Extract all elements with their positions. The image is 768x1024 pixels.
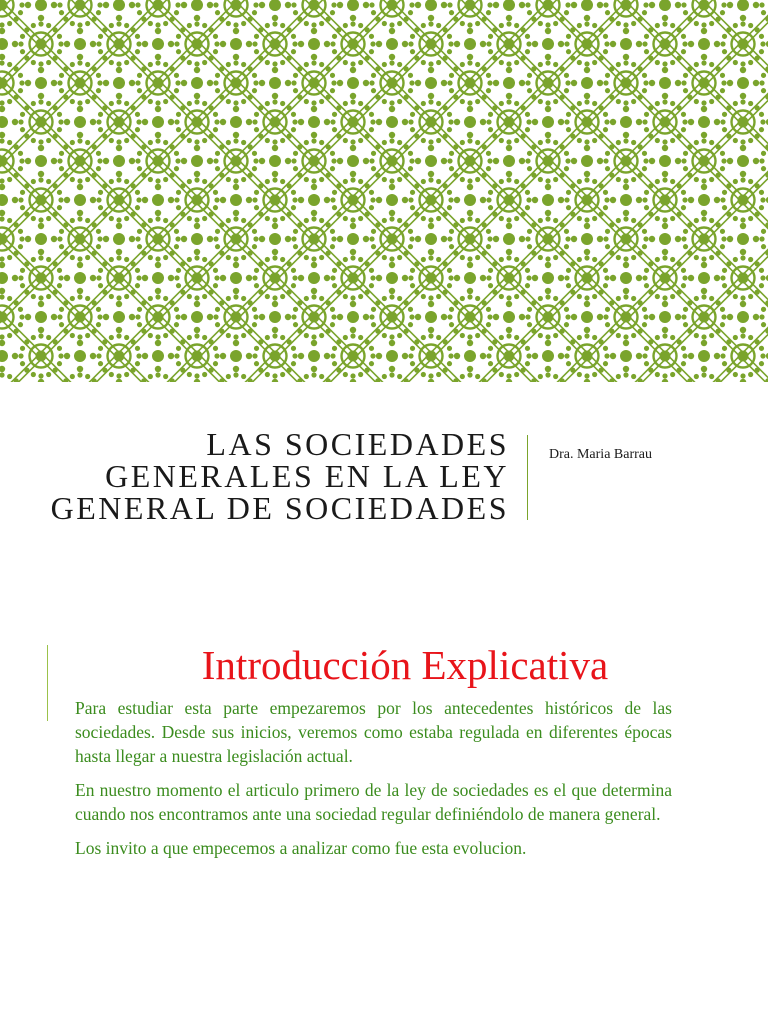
pattern-rosette (681, 294, 726, 339)
pattern-dot-cluster (649, 0, 681, 21)
pattern-dot-cluster (493, 67, 525, 99)
pattern-rosette (720, 99, 765, 144)
pattern-rosette (18, 177, 63, 222)
pattern-rosette (96, 177, 141, 222)
pattern-rosette (408, 333, 453, 378)
pattern-dot-cluster (532, 262, 564, 294)
pattern-dot-cluster (610, 262, 642, 294)
pattern-dot-cluster (259, 301, 291, 333)
pattern-dot-cluster (727, 0, 759, 21)
pattern-dot-cluster (532, 106, 564, 138)
pattern-rosette (57, 138, 102, 183)
pattern-dot-cluster (337, 145, 369, 177)
pattern-rosette (564, 177, 609, 222)
pattern-dot-cluster (0, 28, 18, 60)
pattern-dot-cluster (220, 184, 252, 216)
pattern-dot-cluster (376, 106, 408, 138)
pattern-rosette (174, 333, 219, 378)
pattern-dot-cluster (259, 0, 291, 21)
pattern-rosette (486, 255, 531, 300)
pattern-dot-cluster (64, 28, 96, 60)
pattern-rosette (291, 294, 336, 339)
intro-body (75, 696, 672, 870)
pattern-dot-cluster (532, 28, 564, 60)
pattern-dot-cluster (571, 301, 603, 333)
pattern-rosette (486, 333, 531, 378)
pattern-rosette (681, 216, 726, 261)
pattern-dot-cluster (103, 223, 135, 255)
pattern-rosette (681, 60, 726, 105)
pattern-rosette (252, 255, 297, 300)
pattern-rosette (252, 99, 297, 144)
pattern-rosette (18, 99, 63, 144)
pattern-rosette (135, 60, 180, 105)
pattern-dot-cluster (103, 67, 135, 99)
pattern-rosette (213, 294, 258, 339)
pattern-dot-cluster (259, 145, 291, 177)
pattern-dot-cluster (298, 184, 330, 216)
pattern-rosette (96, 99, 141, 144)
pattern-dot-cluster (298, 28, 330, 60)
pattern-rosette (681, 372, 726, 382)
pattern-dot-cluster (415, 301, 447, 333)
intro-paragraph-1: Para estudiar esta parte empezaremos por los antecedentes históricos de las sociedades. Desde sus inicios, veremos como estaba regulada en diferentes épocas hasta llegar a nuestra legislación actual. (75, 698, 672, 766)
pattern-rosette (57, 216, 102, 261)
pattern-rosette (525, 216, 570, 261)
pattern-dot-cluster (688, 106, 720, 138)
pattern-rosette (135, 216, 180, 261)
pattern-dot-cluster (181, 223, 213, 255)
pattern-dot-cluster (493, 301, 525, 333)
pattern-rosette (291, 372, 336, 382)
pattern-rosette (291, 138, 336, 183)
pattern-dot-cluster (25, 145, 57, 177)
pattern-rosette (330, 99, 375, 144)
pattern-rosette (564, 99, 609, 144)
presentation-title (29, 428, 509, 524)
pattern-rosette (603, 372, 648, 382)
pattern-dot-cluster (454, 262, 486, 294)
pattern-rosette (369, 294, 414, 339)
pattern-dot-cluster (649, 301, 681, 333)
intro-paragraph-3: Los invito a que empecemos a analizar como fue esta evolucion. (75, 838, 527, 858)
pattern-dot-cluster (259, 67, 291, 99)
pattern-dot-cluster (142, 28, 174, 60)
pattern-rosette (603, 294, 648, 339)
pattern-dot-cluster (142, 262, 174, 294)
pattern-rosette (330, 177, 375, 222)
pattern-rosette (603, 216, 648, 261)
pattern-rosette (603, 60, 648, 105)
pattern-dot-cluster (181, 145, 213, 177)
pattern-rosette (720, 177, 765, 222)
pattern-rosette (330, 255, 375, 300)
pattern-rosette (213, 372, 258, 382)
pattern-rosette (681, 138, 726, 183)
title-divider-line (527, 435, 528, 520)
pattern-rosette (642, 99, 687, 144)
pattern-dot-cluster (142, 184, 174, 216)
pattern-dot-cluster (610, 28, 642, 60)
pattern-rosette (447, 294, 492, 339)
pattern-dot-cluster (571, 223, 603, 255)
pattern-dot-cluster (493, 223, 525, 255)
pattern-rosette (0, 0, 25, 28)
pattern-dot-cluster (337, 67, 369, 99)
pattern-rosette (174, 177, 219, 222)
pattern-dot-cluster (688, 184, 720, 216)
pattern-rosette (525, 60, 570, 105)
pattern-rosette (96, 21, 141, 66)
geometric-dot-pattern (0, 0, 768, 382)
pattern-dot-cluster (415, 223, 447, 255)
pattern-rosette (291, 216, 336, 261)
pattern-rosette (18, 333, 63, 378)
pattern-dot-cluster (376, 184, 408, 216)
pattern-dot-cluster (532, 340, 564, 372)
pattern-rosette (96, 255, 141, 300)
pattern-dot-cluster (727, 145, 759, 177)
pattern-rosette (564, 21, 609, 66)
pattern-dot-cluster (649, 145, 681, 177)
pattern-rosette (174, 21, 219, 66)
pattern-rosette (720, 333, 765, 378)
pattern-dot-cluster (610, 340, 642, 372)
pattern-rosette (330, 21, 375, 66)
pattern-dot-cluster (220, 262, 252, 294)
pattern-dot-cluster (571, 0, 603, 21)
pattern-rosette (564, 333, 609, 378)
pattern-rosette (369, 216, 414, 261)
pattern-rosette (408, 99, 453, 144)
title-line-3: GENERAL DE SOCIEDADES (50, 490, 509, 526)
pattern-rosette (57, 372, 102, 382)
pattern-dot-cluster (688, 340, 720, 372)
pattern-dot-cluster (376, 262, 408, 294)
pattern-rosette (408, 177, 453, 222)
pattern-dot-cluster (376, 28, 408, 60)
pattern-dot-cluster (298, 340, 330, 372)
pattern-dot-cluster (142, 340, 174, 372)
pattern-dot-cluster (181, 301, 213, 333)
pattern-rosette (447, 216, 492, 261)
pattern-dot-cluster (298, 262, 330, 294)
intro-slide (0, 558, 768, 1024)
pattern-rosette (369, 372, 414, 382)
pattern-rosette (447, 138, 492, 183)
pattern-rosette (447, 372, 492, 382)
pattern-dot-cluster (181, 0, 213, 21)
pattern-rosette (486, 177, 531, 222)
pattern-rosette (174, 255, 219, 300)
pattern-rosette (408, 255, 453, 300)
pattern-rosette (252, 333, 297, 378)
pattern-dot-cluster (727, 301, 759, 333)
pattern-dot-cluster (454, 340, 486, 372)
pattern-dot-cluster (571, 145, 603, 177)
decorative-pattern-banner (0, 0, 768, 382)
pattern-dot-cluster (571, 67, 603, 99)
pattern-rosette (642, 333, 687, 378)
pattern-dot-cluster (64, 106, 96, 138)
pattern-dot-cluster (25, 223, 57, 255)
pattern-rosette (96, 333, 141, 378)
pattern-dot-cluster (727, 67, 759, 99)
pattern-dot-cluster (103, 145, 135, 177)
pattern-rosette (525, 372, 570, 382)
pattern-dot-cluster (727, 223, 759, 255)
pattern-dot-cluster (454, 28, 486, 60)
pattern-dot-cluster (337, 301, 369, 333)
pattern-dot-cluster (64, 184, 96, 216)
pattern-rosette (330, 333, 375, 378)
pattern-rosette (525, 138, 570, 183)
pattern-rosette (720, 21, 765, 66)
pattern-rosette (642, 21, 687, 66)
pattern-dot-cluster (415, 67, 447, 99)
pattern-dot-cluster (454, 184, 486, 216)
pattern-dot-cluster (25, 0, 57, 21)
pattern-dot-cluster (142, 106, 174, 138)
pattern-dot-cluster (610, 184, 642, 216)
pattern-rosette (213, 60, 258, 105)
pattern-rosette (135, 372, 180, 382)
pattern-rosette (252, 21, 297, 66)
pattern-dot-cluster (0, 340, 18, 372)
pattern-rosette (252, 177, 297, 222)
pattern-dot-cluster (0, 106, 18, 138)
pattern-rosette (135, 138, 180, 183)
pattern-rosette (447, 60, 492, 105)
pattern-dot-cluster (103, 0, 135, 21)
pattern-rosette (408, 21, 453, 66)
pattern-dot-cluster (688, 28, 720, 60)
pattern-dot-cluster (376, 340, 408, 372)
pattern-rosette (564, 255, 609, 300)
pattern-rosette (18, 255, 63, 300)
pattern-dot-cluster (0, 184, 18, 216)
pattern-dot-cluster (454, 106, 486, 138)
pattern-dot-cluster (532, 184, 564, 216)
pattern-dot-cluster (181, 67, 213, 99)
pattern-dot-cluster (337, 223, 369, 255)
author-name: Dra. Maria Barrau (549, 447, 653, 462)
pattern-dot-cluster (64, 262, 96, 294)
pattern-dot-cluster (25, 301, 57, 333)
pattern-rosette (369, 138, 414, 183)
pattern-dot-cluster (337, 0, 369, 21)
pattern-rosette (57, 294, 102, 339)
pattern-rosette (486, 21, 531, 66)
intro-paragraph-2: En nuestro momento el articulo primero de la ley de sociedades es el que determina cuando nos encontramos ante una sociedad regular definiéndolo de manera general. (75, 780, 672, 824)
pattern-dot-cluster (103, 301, 135, 333)
pattern-dot-cluster (649, 67, 681, 99)
pattern-rosette (369, 60, 414, 105)
pattern-dot-cluster (649, 223, 681, 255)
pattern-dot-cluster (220, 340, 252, 372)
pattern-rosette (174, 99, 219, 144)
pattern-dot-cluster (493, 0, 525, 21)
pattern-dot-cluster (610, 106, 642, 138)
pattern-dot-cluster (493, 145, 525, 177)
pattern-dot-cluster (298, 106, 330, 138)
pattern-dot-cluster (64, 340, 96, 372)
pattern-dot-cluster (415, 145, 447, 177)
intro-accent-line (47, 645, 48, 721)
pattern-dot-cluster (415, 0, 447, 21)
title-line-1: LAS SOCIEDADES (206, 426, 509, 462)
pattern-rosette (135, 294, 180, 339)
pattern-rosette (525, 294, 570, 339)
title-slide (0, 382, 768, 558)
pattern-dot-cluster (25, 67, 57, 99)
pattern-dot-cluster (259, 223, 291, 255)
pattern-dot-cluster (0, 262, 18, 294)
pattern-rosette (642, 255, 687, 300)
pattern-rosette (213, 138, 258, 183)
title-line-2: GENERALES EN LA LEY (105, 458, 509, 494)
pattern-rosette (213, 216, 258, 261)
pattern-rosette (486, 99, 531, 144)
pattern-rosette (642, 177, 687, 222)
pattern-rosette (603, 138, 648, 183)
intro-heading: Introducción Explicativa (201, 642, 609, 688)
pattern-rosette (57, 60, 102, 105)
pattern-dot-cluster (220, 106, 252, 138)
pattern-rosette (18, 21, 63, 66)
pattern-dot-cluster (688, 262, 720, 294)
pattern-rosette (291, 60, 336, 105)
pattern-rosette (720, 255, 765, 300)
pattern-dot-cluster (220, 28, 252, 60)
